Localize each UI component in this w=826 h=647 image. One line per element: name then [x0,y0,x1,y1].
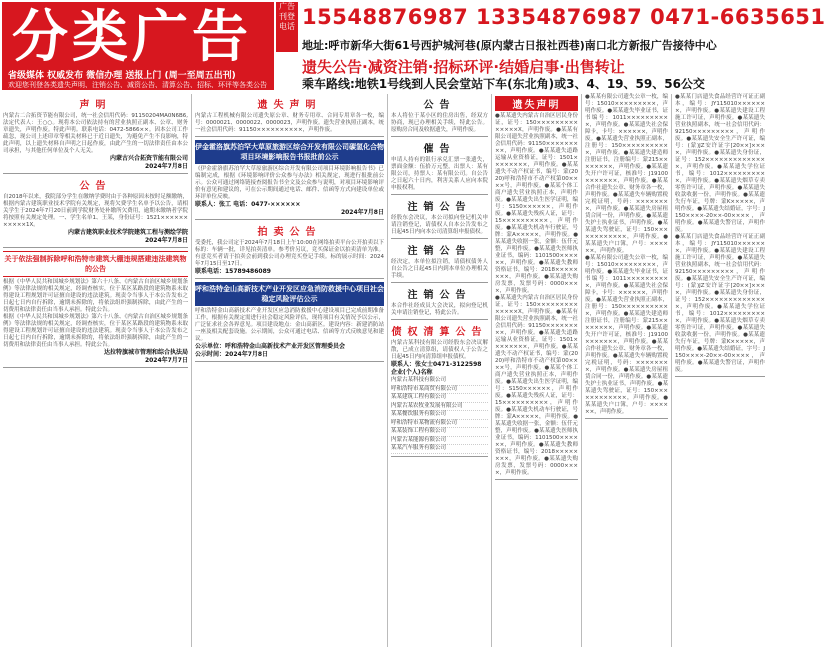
list-item: 呼和浩特市某物流有限公司 [391,420,488,429]
ad-text: 本人将位于某小区的住房出售，经双方协商，现已办理相关手续，特此公告。原购房合同及收据遗失，声明作废。 [391,113,488,133]
list-item: 呼和浩特市某商贸有限公司 [391,386,488,395]
ad-contact: 联系人：张工 电话：0477-×××××× [195,201,301,208]
ad-text: ●某某门店遗失食品经营许可证正副本，编号：JY115010×××××××，声明作废。●某某遗失建设工程施工许可证，声明作废。●某某遗失营业执照副本，统一社会信用代码：92150×××××××××，声明作废。●某某遗失安全生产许可证，编号：(蒙)JZ安许证字[20××]××××，声明作废。●某某遗失身份证，证号：152××××××××××××××，声明作废。●某某遗失学位证书，编号：1012××××××××××，声明作废。●某某遗失烟草专卖零售许可证，声明作废。●某某遗失收款收据一份，声明作废。●某某遗失行车证，号牌：蒙K×××××，声明作废。●某某遗失结婚证，字号：J150××××-20××-00××××，声明作废。●某某遗失警官证，声明作废。 [675,234,765,373]
title-block [2,2,274,90]
ad-risk-assessment [195,282,384,362]
ad-title: 注销公告 [407,246,472,257]
ad-signature: 内蒙古兴合拓资节能有限公司 [109,155,188,162]
ad-text: 经股东会决议，本公司拟向登记机关申请注销登记，请债权人自本公告发布之日起45日内向本公司清算组申报债权。 [391,215,488,235]
ad-text: 《伊金霍洛旗苏泊罕大草原旅游区综合开发有限公司项目环境影响报告书》已编制完成，根据《环境影响评价公众参与办法》相关规定，现进行报批前公示。公众可通过网络链接查阅报告书全文及公众参与说明，对项目环境影响评价有意见和建议的，可在公示期间通过电话、邮件、信函等方式向建设单位或环评单位反映。 [195,166,384,200]
column-4 [492,94,582,647]
ad-text: ●某某门店遗失食品经营许可证正副本，编号：JY115010×××××××，声明作废。●某某遗失建设工程施工许可证，声明作废。●某某遗失营业执照副本，统一社会信用代码：92150×××××××××，声明作废。●某某遗失安全生产许可证，编号：(蒙)JZ安许证字[20××]××××，声明作废。●某某遗失身份证，证号：152××××××××××××××，声明作废。●某某遗失学位证书，编号：1012××××××××××，声明作废。●某某遗失烟草专卖零售许可证，声明作废。●某某遗失收款收据一份，声明作废。●某某遗失行车证，号牌：蒙K×××××，声明作废。●某某遗失结婚证，字号：J150××××-20××-00××××，声明作废。●某某遗失警官证，声明作废。 [675,94,765,233]
ad-title: 公告 [79,181,112,192]
masthead [0,0,826,92]
list-item: 某某汽车服务有限公司 [391,445,488,454]
ad-text: 受委托，我公司定于2024年7月18日上午10:00在网络拍卖平台公开拍卖以下标的：车辆一批，详见拍卖清单。参考价另议，竞买保证金以拍卖清单为准。有意竞买者请于拍卖会前到我公司办理竞买登记手续。标的展示时间：2024年7月15日至17日。 [195,240,384,267]
ad-signature: 内蒙古建筑职业技术学院建筑工程与测绘学院 [67,229,188,236]
service-slogan: 遗失公告·减资注销·招标环评·结婚启事·出售转让 [302,58,625,76]
ad-date: 2024年7月8日 [340,209,384,216]
subline: 欢迎您刊登各类遗失声明、注销公告、减资公告、清算公告、招标、环评等各类公告 [8,81,267,89]
ad-loss-list [585,94,668,419]
list-heading: 企业(个人)名称 [391,369,433,376]
ad-eia-publicity [195,140,384,220]
ad-declaration [3,96,188,174]
ad-text: ●某某遗失内蒙古自治区居民身份证，证号：150××××××××××××××X，声明作废。●某某有限公司遗失营业执照副本，统一社会信用代码：91150×××××××××，声明作废。●某某遗失道路运输从业资格证，证号：1501××××××××，声明作废。●某某遗失不动产权证书，编号：蒙(2020)呼和浩特市不动产权第00××××号，声明作废。●某某个体工商户遗失营业执照正本，声明作废。●某某遗失出生医学证明，编号：S150××××××，声明作废。●某某遗失残疾人证，证号：15××××××××××，声明作废。●某某遗失机动车行驶证，号牌：蒙A×××××，声明作废。●某某遗失收据一张，金额：伍仟元整，声明作废。●某某遗失医师执业证书，编码：1101500××××××，声明作废。●某某遗失教师资格证书，编号：2018××××××××，声明作废。●某某遗失购房发票，发票号码：0000××××，声明作废。 [495,113,578,294]
column-6 [672,94,768,647]
ad-text: ●某某有限公司遗失公章一枚，编号：15010×××××××××，声明作废。●某某遗失毕业证书，证书编号：1011××××××××××，声明作废。●某某遗失社会保障卡，卡号：××××××，声明作废。●某某遗失营业执照正副本，注册号：150×××××××××××，声明作废。●某某遗失建造师注册证书，注册编号：蒙215××××××××，声明作废。●某某遗失开户许可证，核准号：J19100×××××××，声明作废。●某某合作社遗失公章、财务章各一枚，声明作废。●某某遗失车辆购置税完税证明，号码：××××××××，声明作废。●某某遗失房屋租赁合同一份，声明作废。●某某遗失护士执业证书，声明作废。●某某遗失驾驶证，证号：150××××××××××××，声明作废。●某某遗失户口簿，户号：××××××，声明作废。 [585,255,668,415]
ad-text: 本合作社经成员大会决议，拟向登记机关申请注销登记，特此公告。 [391,303,488,316]
ad-date: 公示时间：2024年7月8日 [195,351,269,358]
ad-demolition-notice [3,251,188,368]
ad-text: 呼和浩特金山高新技术产业开发区应急消防救援中心建设项目已完成前期准备工作，根据有关规定需进行社会稳定风险评估，现将项目有关情况予以公示，广泛征求社会各界意见。项目建设地点：金山高新区。建设内容：新建消防站一座及相关配套设施。公示期间，公众可通过电话、信函等方式反映意见和建议。 [195,308,384,342]
ad-title: 债权清算公告 [391,327,488,338]
ad-notice [391,96,488,137]
ad-contact: 联系电话：15789486089 [195,268,271,275]
ad-title: 注销公告 [407,290,472,301]
ad-text: 根据《中华人民共和国城乡规划法》第六十八条、《内蒙古自治区城乡规划条例》等法律法规的相关规定，经调查核实，位于某区某路段的建筑物系未取得建设工程规划许可证擅自建设的违法建筑。现责令当事人于本公告发布之日起七日内自行拆除，逾期未拆除的，将依法组织强制拆除，由此产生的一切费用和法律责任由当事人承担。特此公告。 [3,314,188,348]
ad-signature: 公示单位：呼和浩特金山高新技术产业开发区管理委员会 [195,343,346,350]
ad-demand-notice [391,140,488,195]
ad-cancellation [391,286,488,320]
column-3 [388,94,492,647]
ad-banner: 关于依法强制拆除呼和浩特市建筑大棚违规搭建违法建筑物的公告 [3,251,188,277]
ad-text: 内蒙古工程机械有限公司遗失原公章、财务专用章、合同专用章各一枚，编号：0000021、0000022、0000023，声明作废。遗失营业执照正副本，统一社会信用代码：91150××××××××××，声明作废。 [195,113,384,133]
ad-auction [195,223,384,279]
section-title: 分类广告 [12,5,252,70]
ad-title: 遗失声明 [257,100,322,111]
ad-text: 经决定，本单位拟注销，请债权债务人自公告之日起45日内到本单位办理相关手续。 [391,259,488,279]
ad-text: 根据《中华人民共和国城乡规划法》第六十八条、《内蒙古自治区城乡规划条例》等法律法规的相关规定，经调查核实，位于某区某路段的建筑物系未取得建设工程规划许可证擅自建设的违法建筑。现责令当事人于本公告发布之日起七日内自行拆除，逾期未拆除的，将依法组织强制拆除，由此产生的一切费用和法律责任由当事人承担。特此公告。 [3,279,188,313]
ad-columns [0,94,768,647]
ad-text: 内蒙古二合拓资节能有限公司，统一社会信用代码：91150204MA0N6B6,法定代表人：王○○。现将本公司依法持有的营业执照正副本、公章、财务章遗失，声明作废。特此声明。联系电话：0472-5866××。因本公司工作疏忽，现公司上述印章等相关材料已于近日遗失，为避免产生不良影响，特此声明，以上遗失材料自声明之日起作废，由此产生的一切法律责任由本公司承担，与其他任何单位及个人无关。 [3,113,188,154]
ad-date: 2024年7月8日 [144,163,188,170]
ad-notice [3,177,188,248]
ad-cancellation [391,242,488,283]
ad-loss-declaration [195,96,384,137]
hotline-label: 广告刊登电话 [276,2,298,52]
list-item: 内蒙古某农牧业发展有限公司 [391,403,488,412]
ad-title: 声明 [79,100,112,111]
ad-title: 公告 [423,100,456,111]
list-item: 内蒙古某科技有限公司 [391,377,488,386]
phone-numbers: 15548876987 13354876987 0471-6635651 [302,5,826,29]
list-item: 内蒙古某能源有限公司 [391,437,488,446]
office-address: 地址:呼市新华大街61号西护城河巷(原内蒙古日报社西巷)南口北方新报广告接待中心 [302,39,717,52]
bus-route: 乘车路线:地铁1号线到人民会堂站下车(东北角)或3、4、19、59、56公交 [302,77,705,91]
list-item: 某某餐饮服务有限公司 [391,411,488,420]
ad-banner: 伊金霍洛旗苏泊罕大草原旅游区综合开发有限公司碳氢化合物项目环境影响报告书报批前公示 [195,140,384,164]
list-item: 某某建筑工程有限公司 [391,394,488,403]
ad-title: 遗失声明 [495,96,578,111]
tagline: 省级媒体 权威发布 微信办理 送报上门 (周一至周五出刊) [8,71,236,81]
ad-signature: 达拉特旗城市管理和综合执法局 [103,349,188,356]
column-2 [192,94,388,647]
ad-loss-list [495,96,578,480]
ad-title: 催告 [423,144,456,155]
ad-text: ●某某遗失内蒙古自治区居民身份证，证号：150××××××××××××××X，声明作废。●某某有限公司遗失营业执照副本，统一社会信用代码：91150×××××××××，声明作废。●某某遗失道路运输从业资格证，证号：1501××××××××，声明作废。●某某遗失不动产权证书，编号：蒙(2020)呼和浩特市不动产权第00××××号，声明作废。●某某个体工商户遗失营业执照正本，声明作废。●某某遗失出生医学证明，编号：S150××××××，声明作废。●某某遗失残疾人证，证号：15××××××××××，声明作废。●某某遗失机动车行驶证，号牌：蒙A×××××，声明作废。●某某遗失收据一张，金额：伍仟元整，声明作废。●某某遗失医师执业证书，编码：1101500××××××，声明作废。●某某遗失教师资格证书，编号：2018××××××××，声明作废。●某某遗失购房发票，发票号码：0000××××，声明作废。 [495,295,578,476]
ad-banner: 呼和浩特金山高新技术产业开发区应急消防救援中心项目社会稳定风险评估公示 [195,282,384,306]
list-item: 某某装饰工程有限公司 [391,428,488,437]
company-list [391,377,488,454]
ad-date: 2024年7月8日 [144,237,188,244]
ad-liquidation [391,323,488,457]
column-5 [582,94,672,647]
ad-title: 注销公告 [407,202,472,213]
ad-text: 自2018年以来，我院部分学生在缴纳学费时由于各种原因未按时足额缴纳，根据内蒙古建筑职业技术学院有关规定，现将欠费学生名单予以公告，请相关学生于2024年7月20日前到学院财务处补缴所欠费用，逾期未缴纳者学院将按照有关规定处理。一、学生名单1、王某，身份证号：1521×××××××××××1X。 [3,194,188,228]
ad-text: 申请人持有的银行承兑汇票一张遗失，票面金额：伍拾万元整，出票人：某有限公司，持票人：某有限公司。自公告之日起六十日内，利害关系人应向本院申报权利。 [391,157,488,191]
ad-text: 内蒙古某科技有限公司经股东会决议解散，已成立清算组，请债权人于公告之日起45日内向清算组申报债权。 [391,340,488,360]
ad-contact: 联系人：张女士0471-3122598 [391,361,482,368]
column-1 [0,94,192,647]
ad-text: ●某某有限公司遗失公章一枚，编号：15010×××××××××，声明作废。●某某遗失毕业证书，证书编号：1011××××××××××，声明作废。●某某遗失社会保障卡，卡号：××××××，声明作废。●某某遗失营业执照正副本，注册号：150×××××××××××，声明作废。●某某遗失建造师注册证书，注册编号：蒙215××××××××，声明作废。●某某遗失开户许可证，核准号：J19100×××××××，声明作废。●某某合作社遗失公章、财务章各一枚，声明作废。●某某遗失车辆购置税完税证明，号码：××××××××，声明作废。●某某遗失房屋租赁合同一份，声明作废。●某某遗失护士执业证书，声明作废。●某某遗失驾驶证，证号：150××××××××××××，声明作废。●某某遗失户口簿，户号：××××××，声明作废。 [585,94,668,254]
ad-cancellation [391,198,488,239]
ad-loss-list [675,94,765,377]
ad-date: 2024年7月7日 [144,357,188,364]
ad-title: 拍卖公告 [257,227,322,238]
